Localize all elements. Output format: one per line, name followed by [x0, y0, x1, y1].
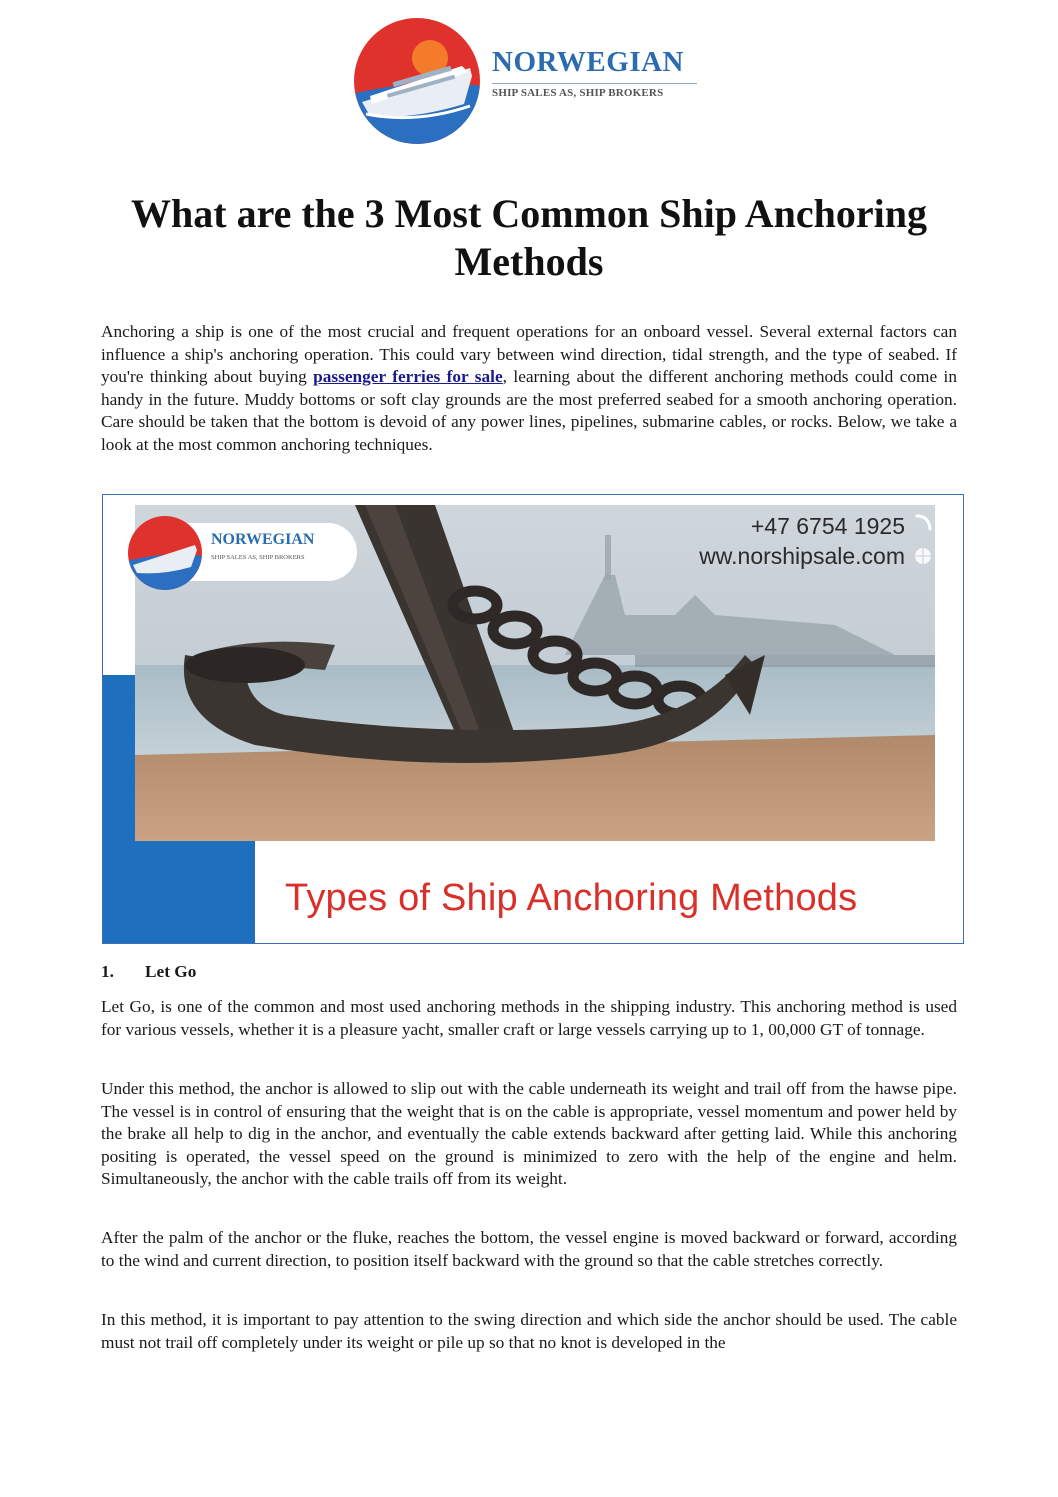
- section-paragraph-2: Under this method, the anchor is allowed to slip out with the cable underneath its weight and trail off from the hawse pipe. The vessel is in control of ensuring that the weight that is on the cable is appropriate, vessel momentum and power held by the brake all help to dig in the anchor, and eventually the cable extends backward after getting laid. While this anchoring positing is operated, the vessel speed on the ground is minimized to zero with the help of the engine and helm. Simultaneously, the anchor with the cable trails off from its weight.: [101, 1079, 957, 1188]
- section-paragraph-4: In this method, it is important to pay attention to the swing direction and which side the anchor should be used. The cable must not trail off completely under its weight or pile up so that no knot is developed in the: [101, 1310, 957, 1352]
- article-banner: [102, 494, 964, 944]
- company-logo: [352, 16, 702, 146]
- page-title: What are the 3 Most Common Ship Anchoring Methods: [131, 191, 927, 284]
- phone-icon: [913, 513, 933, 535]
- cruise-ship-logo-icon: [352, 16, 482, 146]
- logo-name: NORWEGIAN: [492, 46, 684, 78]
- logo-tagline: SHIP SALES AS, SHIP BROKERS: [492, 87, 664, 99]
- globe-icon: [913, 545, 933, 567]
- banner-logo-name: NORWEGIAN: [211, 531, 315, 548]
- section-paragraph-3: After the palm of the anchor or the fluke, reaches the bottom, the vessel engine is moved backward or forward, according to the wind and current direction, to position itself backward with the ground so that the cable stretches correctly.: [101, 1228, 957, 1270]
- intro-paragraph: [101, 321, 957, 456]
- banner-ship-logo-icon: [127, 515, 203, 591]
- banner-caption: Types of Ship Anchoring Methods: [285, 877, 858, 919]
- banner-website: ww.norshipsale.com: [699, 543, 905, 569]
- logo-divider: [492, 83, 697, 84]
- section-number: 1.: [101, 962, 114, 981]
- passenger-ferries-link[interactable]: passenger ferries for sale: [313, 367, 503, 386]
- intro-text-after: , learning about the different anchoring methods could come in handy in the future. Muddy bottoms or soft clay grounds are the most preferred seabed for a smooth anchoring operation. Care should be taken that the bottom is devoid of any power lines, pipelines, submarine cables, or rocks. Below, we take a look at the most common anchoring techniques.: [101, 367, 958, 454]
- intro-text-before: Anchoring a ship is one of the most crucial and frequent operations for an onboard vessel. Several external factors can influence a ship's anchoring operation. This could vary between wind direction, tidal strength, and the type of seabed. If you're thinking about buying: [101, 322, 957, 386]
- banner-phone: +47 6754 1925: [750, 513, 905, 539]
- section-title: Let Go: [145, 962, 197, 981]
- banner-caption-box: [255, 841, 963, 943]
- section-heading: [101, 962, 196, 982]
- section-paragraph-1: Let Go, is one of the common and most used anchoring methods in the shipping industry. This anchoring method is used for various vessels, whether it is a pleasure yacht, smaller craft or large vessels carrying up to 1, 00,000 GT of tonnage.: [101, 997, 957, 1039]
- banner-logo-tagline: SHIP SALES AS, SHIP BROKERS: [211, 554, 305, 561]
